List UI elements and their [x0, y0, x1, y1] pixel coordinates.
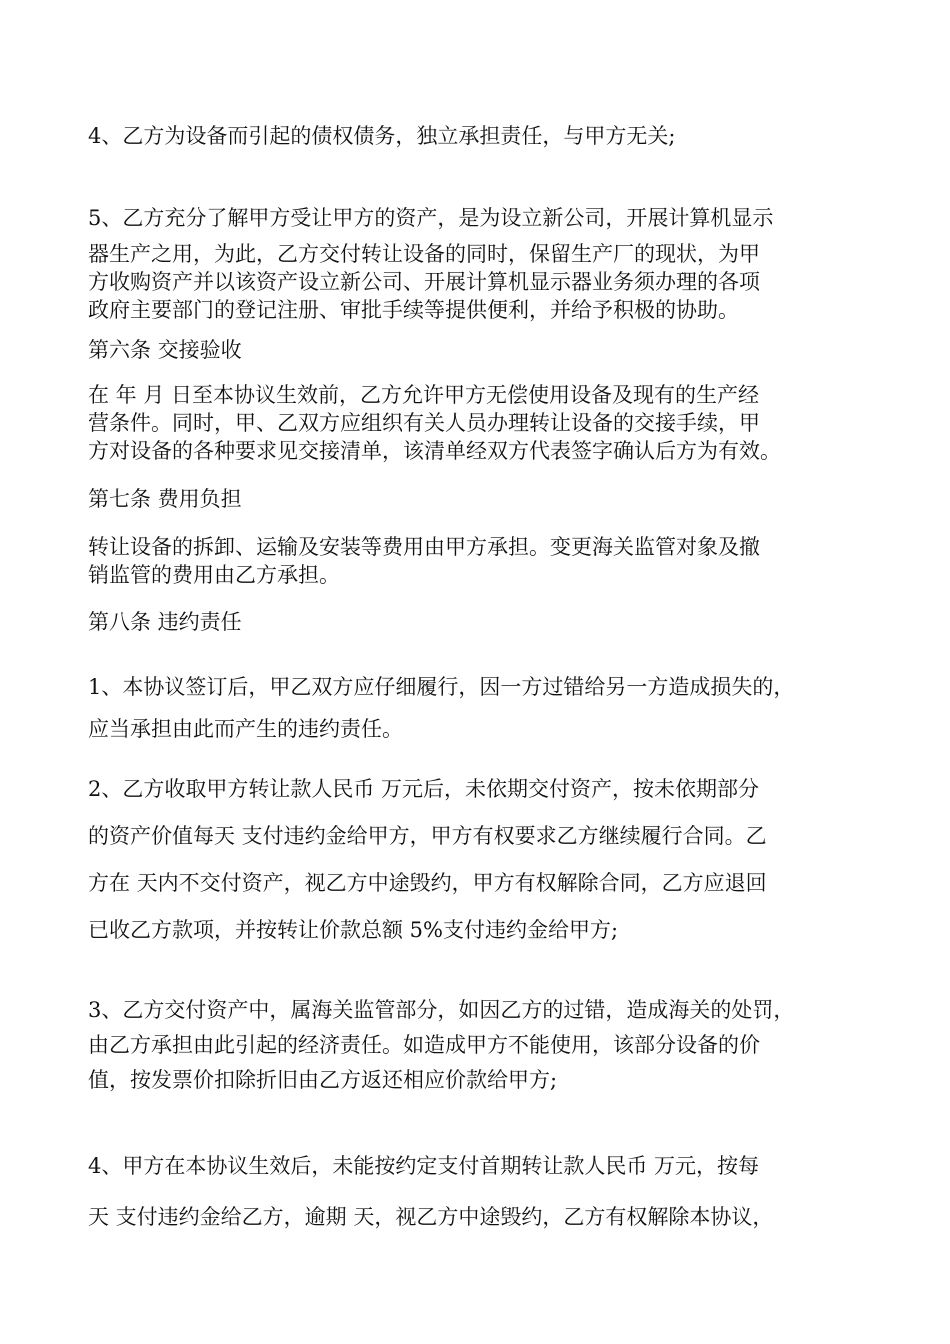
text-line: 在 年 月 日至本协议生效前，乙方允许甲方无偿使用设备及现有的生产经: [88, 383, 760, 407]
text-line: 值，按发票价扣除折旧由乙方返还相应价款给甲方;: [88, 1068, 558, 1092]
text-line: 器生产之用，为此，乙方交付转让设备的同时，保留生产厂的现状，为甲: [88, 242, 760, 266]
heading-article-8: [88, 608, 878, 637]
text-line: 第七条 费用负担: [88, 487, 242, 511]
text-line: 方在 天内不交付资产，视乙方中途毁约，甲方有权解除合同，乙方应退回: [88, 871, 767, 895]
text-line: 4、甲方在本协议生效后，未能按约定支付首期转让款人民币 万元，按每: [88, 1154, 760, 1178]
text-line: 第六条 交接验收: [88, 338, 242, 362]
text-line: 应当承担由此而产生的违约责任。: [88, 717, 403, 741]
text-line: 2、乙方收取甲方转让款人民币 万元后，未依期交付资产，按未依期部分: [88, 777, 760, 801]
paragraph-clause-4-debt: [88, 122, 878, 151]
paragraph-cost-bearing: [88, 533, 878, 589]
text-line: 转让设备的拆卸、运输及安装等费用由甲方承担。变更海关监管对象及撤: [88, 535, 760, 559]
text-line: 营条件。同时，甲、乙双方应组织有关人员办理转让设备的交接手续，甲: [88, 411, 760, 435]
paragraph-breach-clause-4: [88, 1141, 878, 1243]
paragraph-breach-clause-3: [88, 993, 878, 1098]
paragraph-clause-5-new-company: [88, 196, 878, 324]
heading-article-7: [88, 485, 878, 514]
paragraph-handover-acceptance: [88, 381, 878, 465]
text-line: 销监管的费用由乙方承担。: [88, 563, 340, 587]
paragraph-breach-clause-2: [88, 766, 878, 954]
text-line: 政府主要部门的登记注册、审批手续等提供便利，并给予积极的协助。: [88, 298, 739, 322]
text-line: 天 支付违约金给乙方，逾期 天，视乙方中途毁约，乙方有权解除本协议，: [88, 1205, 774, 1229]
text-line: 的资产价值每天 支付违约金给甲方，甲方有权要求乙方继续履行合同。乙: [88, 824, 767, 848]
text-line: 第八条 违约责任: [88, 610, 242, 634]
text-line: 4、乙方为设备而引起的债权债务，独立承担责任，与甲方无关;: [88, 124, 676, 148]
text-line: 1、本协议签订后，甲乙双方应仔细履行，因一方过错给另一方造成损失的，: [88, 675, 795, 699]
text-line: 由乙方承担由此引起的经济责任。如造成甲方不能使用，该部分设备的价: [88, 1033, 760, 1057]
text-line: 3、乙方交付资产中，属海关监管部分，如因乙方的过错，造成海关的处罚，: [88, 998, 795, 1022]
text-line: 方对设备的各种要求见交接清单，该清单经双方代表签字确认后方为有效。: [88, 439, 781, 463]
paragraph-breach-clause-1: [88, 666, 878, 750]
text-line: 已收乙方款项，并按转让价款总额 5%支付违约金给甲方;: [88, 918, 619, 942]
text-line: 5、乙方充分了解甲方受让甲方的资产，是为设立新公司，开展计算机显示: [88, 206, 774, 230]
text-line: 方收购资产并以该资产设立新公司、开展计算机显示器业务须办理的各项: [88, 270, 760, 294]
heading-article-6: [88, 336, 878, 365]
